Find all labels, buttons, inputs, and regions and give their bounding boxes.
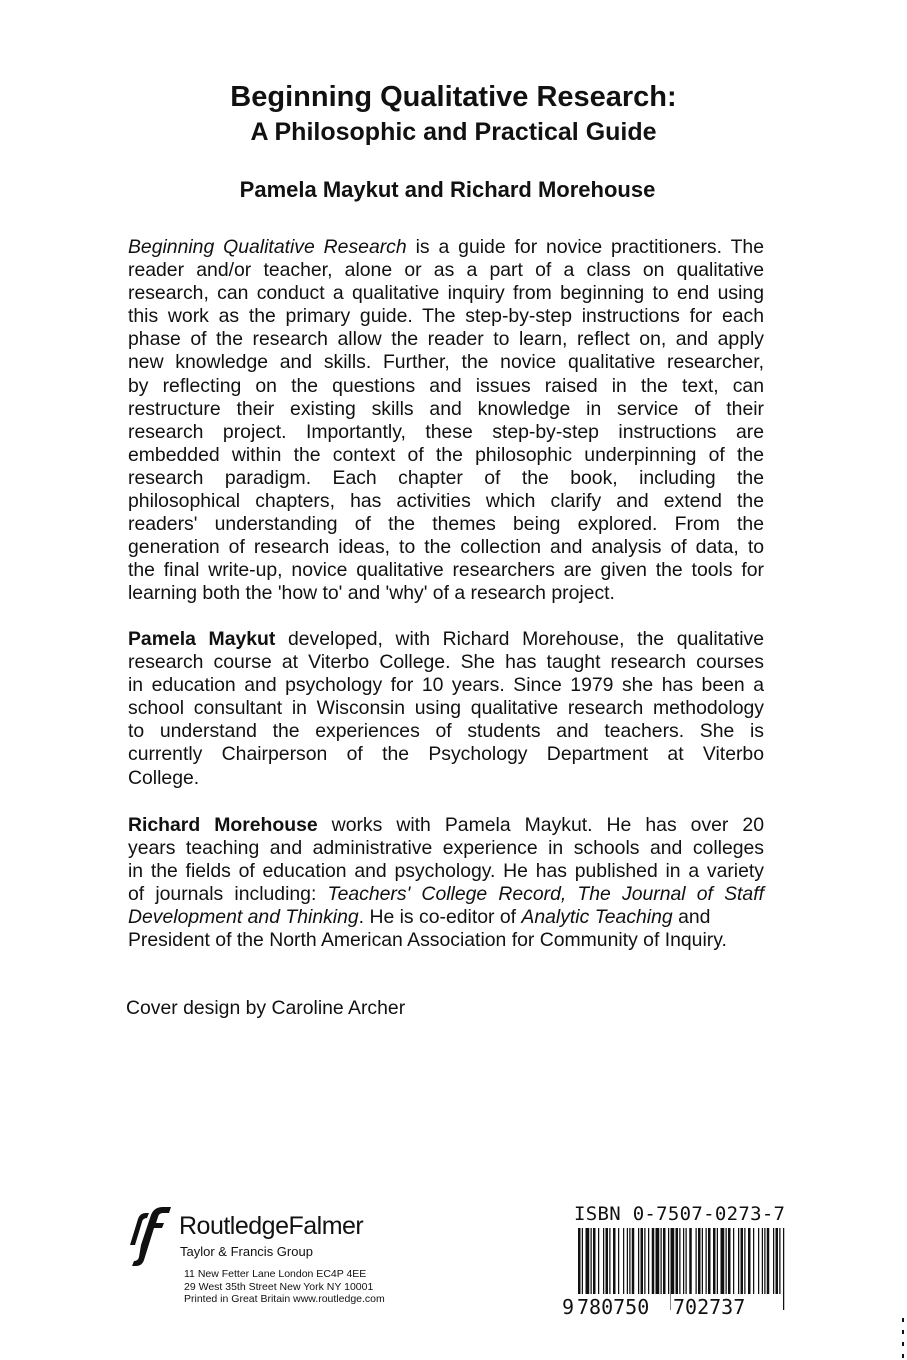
description-line: research paradigm. Each chapter of the book, including the [128,466,764,489]
bio-line: Development and Thinking. He is co-editor of Analytic Teaching and [128,906,711,929]
description-line: by reflecting on the questions and issues raised in the text, can [128,374,764,397]
book-title-italic: Beginning Qualitative Research [128,236,407,258]
description-line: the final write-up, novice qualitative researchers are given the tools for [128,559,764,582]
barcode-bar [591,1228,592,1294]
address-line: Printed in Great Britain www.routledge.com [184,1293,385,1305]
barcode-bar [773,1228,774,1294]
barcode-bar [679,1228,680,1294]
barcode-bar [753,1228,754,1294]
barcode-bar [708,1228,711,1294]
barcode-bar [721,1228,725,1294]
barcode-bar [632,1228,635,1294]
bio-line: College. [128,766,200,789]
isbn-block [560,1202,800,1322]
bio-line: research course at Viterbo College. She has taught research courses [128,651,764,674]
description-line: learning both the 'how to' and 'why' of a research project. [128,582,615,605]
barcode-bar [627,1228,628,1294]
barcode-bar [758,1228,759,1294]
description-line: research, can conduct a qualitative inquiry from beginning to end using [128,282,764,305]
publisher-name: RoutledgeFalmer [179,1212,364,1240]
rf-logo-icon [127,1205,179,1267]
barcode-bar [598,1228,599,1294]
barcode-bar [683,1228,684,1294]
description-line: readers' understanding of the themes being explored. From the [128,513,764,536]
barcode-bar [644,1228,645,1294]
barcode-bar [767,1228,770,1294]
book-title: Beginning Qualitative Research: [230,81,677,113]
description-line: restructure their existing skills and knowledge in service of their [128,397,764,420]
barcode-bar [582,1228,583,1294]
publisher-address [184,1268,385,1306]
book-description [128,236,764,606]
bio-line: currently Chairperson of the Psychology Department at Viterbo [128,743,764,766]
barcode-bar [783,1228,784,1310]
isbn-label: ISBN 0-7507-0273-7 [574,1203,786,1225]
bio-line: Pamela Maykut developed, with Richard Morehouse, the qualitative [128,628,765,650]
bio-line: years teaching and administrative experience in schools and colleges [128,837,764,860]
barcode-bar [726,1228,727,1294]
barcode-bar [648,1228,649,1294]
barcode-bar [728,1228,731,1294]
description-line: embedded within the context of the philosophic underpinning of the [128,443,764,466]
barcode-bar [609,1228,610,1294]
barcode-bar [776,1228,779,1294]
barcode-bar [733,1228,734,1294]
bio-line: to understand the experiences of students and teachers. She is [128,720,764,743]
barcode-bar [706,1228,707,1294]
barcode-bar [686,1228,687,1294]
address-line: 29 West 35th Street New York NY 10001 [184,1280,374,1293]
cover-credit: Cover design by Caroline Archer [126,997,406,1019]
barcode-bar [652,1228,655,1294]
barcode-bar [629,1228,630,1294]
barcode-digits-right: 702737 [673,1295,746,1318]
barcode-bar [698,1228,701,1294]
bio-line: school consultant in Wisconsin using qualitative research methodology [128,697,764,720]
author-name-morehouse: Richard Morehouse [128,814,318,836]
barcode-bar [696,1228,697,1294]
book-subtitle: A Philosophic and Practical Guide [250,118,657,146]
description-line: research project. Importantly, these step-by-step instructions are [128,420,764,443]
description-line: Beginning Qualitative Research is a guide for novice practitioners. The [128,236,764,258]
barcode-bar [641,1228,644,1294]
barcode-bar [702,1228,703,1294]
barcode-bar [764,1228,765,1294]
publisher-group: Taylor & Francis Group [180,1244,313,1259]
description-line: this work as the primary guide. The step-by-step instructions for each [128,305,764,328]
barcode-bar [748,1228,751,1294]
bio-maykut [128,628,764,790]
barcode-bar [606,1228,609,1294]
barcode-bar [638,1228,639,1294]
bio-line: in the fields of education and psychology. He has published in a variety [128,860,764,883]
bio-line: President of the North American Association for Community of Inquiry. [128,929,727,952]
barcode-bar [586,1228,590,1294]
barcode-bar [668,1228,669,1294]
barcode-bar [618,1228,619,1294]
barcode-bar [689,1228,692,1294]
description-line: generation of research ideas, to the collection and analysis of data, to [128,536,764,559]
barcode-bar [663,1228,666,1294]
barcode-bar [676,1228,679,1294]
book-authors: Pamela Maykut and Richard Morehouse [239,177,656,202]
address-line: 11 New Fetter Lane London EC4P 4EE [184,1268,367,1280]
barcode-bar [623,1228,624,1294]
barcode-digits-left: 780750 [577,1295,650,1318]
barcode-bar [762,1228,763,1294]
description-line: phase of the research allow the reader to learn, reflect on, and apply [128,328,764,351]
barcode-bar [738,1228,739,1294]
barcode-bar [656,1228,660,1294]
page-edge-marks [899,1318,905,1360]
bio-line: of journals including: Teachers' College Record, The Journal of Staff [128,883,764,906]
barcode-digit-lead: 9 [562,1295,575,1318]
description-line: reader and/or teacher, alone or as a part of a class on qualitative [128,259,764,282]
barcode-bar [779,1228,780,1294]
barcode-bar [593,1228,596,1294]
bio-line: Richard Morehouse works with Pamela Maykut. He has over 20 [128,814,764,836]
barcode-bar [744,1228,745,1294]
author-name-maykut: Pamela Maykut [128,628,276,650]
barcode-bar [661,1228,662,1294]
bio-morehouse [128,814,764,953]
barcode-bar [713,1228,716,1294]
barcode-bar [613,1228,616,1294]
description-line: philosophical chapters, has activities which clarify and extend the [128,490,764,513]
bio-line: in education and psychology for 10 years. Since 1979 she has been a [128,674,764,697]
barcode-bar [741,1228,744,1294]
barcode [560,1228,800,1318]
barcode-bar [603,1228,604,1294]
description-line: new knowledge and skills. Further, the novice qualitative researcher, [128,351,764,374]
barcode-bar [717,1228,718,1294]
publisher-block [127,1205,457,1315]
